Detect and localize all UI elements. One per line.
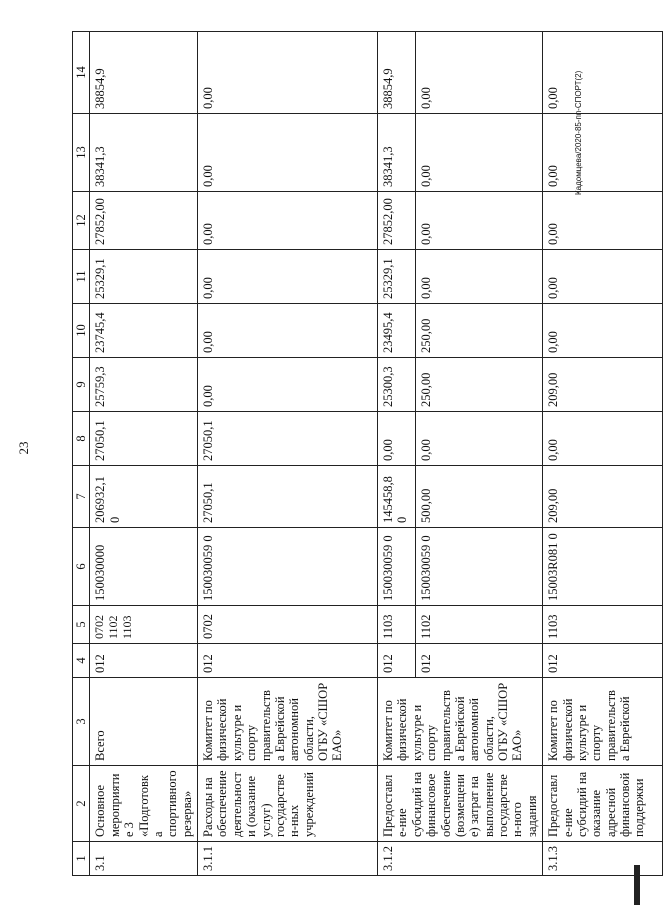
- row-number: 3.1.2: [378, 842, 543, 876]
- year-value: 25329,1: [378, 250, 416, 304]
- target-code: 15003R081 0: [543, 528, 663, 606]
- col-header: 5: [73, 606, 90, 644]
- grbs-code: 012: [198, 644, 378, 678]
- year-value: 0,00: [543, 412, 663, 466]
- year-value: 0,00: [416, 192, 543, 250]
- row-number: 3.1.3: [543, 842, 663, 876]
- grbs-code: 012: [416, 644, 543, 678]
- target-code: 150030059 0: [416, 528, 543, 606]
- grbs-code: 012: [543, 644, 663, 678]
- section-code: 0702 1102 1103: [90, 606, 198, 644]
- year-value: 250,00: [416, 304, 543, 358]
- measure-name: Расходы на обеспечение деятельности (оказание услуг) государствен-ных учреждений: [198, 766, 378, 842]
- col-header: 1: [73, 842, 90, 876]
- total-value: 145458,80: [378, 466, 416, 528]
- year-value: 27050,1: [198, 412, 378, 466]
- year-value: 0,00: [198, 358, 378, 412]
- col-header: 14: [73, 32, 90, 114]
- executor: Всего: [90, 678, 198, 766]
- total-value: 500,00: [416, 466, 543, 528]
- col-header: 12: [73, 192, 90, 250]
- year-value: 27852,00: [90, 192, 198, 250]
- year-value: 209,00: [543, 358, 663, 412]
- col-header: 2: [73, 766, 90, 842]
- footer-note: Кадомцева/2020-85-пп-СПОРТ(2): [574, 70, 583, 195]
- measure-name: Предоставле-ние субсидий на финансовое обеспечение (возмещение) затрат на выполнение государствен-ного задания: [378, 766, 543, 842]
- col-header: 6: [73, 528, 90, 606]
- table-row: [378, 32, 416, 876]
- year-value: 0,00: [543, 114, 663, 192]
- year-value: 25329,1: [90, 250, 198, 304]
- section-code: 0702: [198, 606, 378, 644]
- col-header: 3: [73, 678, 90, 766]
- header-row: [73, 32, 90, 876]
- year-value: 25300,3: [378, 358, 416, 412]
- table-row: [90, 32, 198, 876]
- year-value: 0,00: [416, 250, 543, 304]
- measure-name: Основное мероприятие 3 «Подготовка спортивного резерва»: [90, 766, 198, 842]
- section-code: 1103: [378, 606, 416, 644]
- executor: Комитет по физической культуре и спорту правительств а Еврейской автономной области, ОГБУ «СШОР ЕАО»: [378, 678, 543, 766]
- page-number: 23: [16, 441, 31, 455]
- year-value: 27852,00: [378, 192, 416, 250]
- table-row: [543, 32, 663, 876]
- total-value: 27050,1: [198, 466, 378, 528]
- section-code: 1102: [416, 606, 543, 644]
- measure-name: Предоставле-ние субсидий на оказание адресной финансовой поддержки: [543, 766, 663, 842]
- year-value: 0,00: [543, 304, 663, 358]
- year-value: 0,00: [543, 250, 663, 304]
- target-code: 150030000: [90, 528, 198, 606]
- col-header: 8: [73, 412, 90, 466]
- year-value: 38854,9: [90, 32, 198, 114]
- year-value: 38341,3: [90, 114, 198, 192]
- year-value: 38854,9: [378, 32, 416, 114]
- table-row: [198, 32, 378, 876]
- year-value: 23745,4: [90, 304, 198, 358]
- row-number: 3.1: [90, 842, 198, 876]
- scan-edge-mark: [634, 865, 640, 905]
- year-value: 27050,1: [90, 412, 198, 466]
- year-value: 0,00: [198, 192, 378, 250]
- col-header: 11: [73, 250, 90, 304]
- executor: Комитет по физической культуре и спорту правительств а Еврейской: [543, 678, 663, 766]
- grbs-code: 012: [378, 644, 416, 678]
- col-header: 10: [73, 304, 90, 358]
- year-value: 0,00: [198, 114, 378, 192]
- year-value: 0,00: [416, 412, 543, 466]
- target-code: 150030059 0: [198, 528, 378, 606]
- year-value: 0,00: [378, 412, 416, 466]
- target-code: 150030059 0: [378, 528, 416, 606]
- year-value: 0,00: [198, 304, 378, 358]
- grbs-code: 012: [90, 644, 198, 678]
- total-value: 209,00: [543, 466, 663, 528]
- year-value: 0,00: [543, 192, 663, 250]
- year-value: 250,00: [416, 358, 543, 412]
- rotated-table-container: [72, 32, 647, 876]
- col-header: 13: [73, 114, 90, 192]
- col-header: 9: [73, 358, 90, 412]
- year-value: 0,00: [416, 114, 543, 192]
- year-value: 0,00: [198, 250, 378, 304]
- year-value: 23495,4: [378, 304, 416, 358]
- year-value: 0,00: [198, 32, 378, 114]
- year-value: 25759,3: [90, 358, 198, 412]
- executor: Комитет по физической культуре и спорту правительств а Еврейской автономной области, ОГБУ «СШОР ЕАО»: [198, 678, 378, 766]
- total-value: 206932,10: [90, 466, 198, 528]
- year-value: 0,00: [416, 32, 543, 114]
- year-value: 0,00: [543, 32, 663, 114]
- row-number: 3.1.1: [198, 842, 378, 876]
- section-code: 1103: [543, 606, 663, 644]
- col-header: 7: [73, 466, 90, 528]
- year-value: 38341,3: [378, 114, 416, 192]
- col-header: 4: [73, 644, 90, 678]
